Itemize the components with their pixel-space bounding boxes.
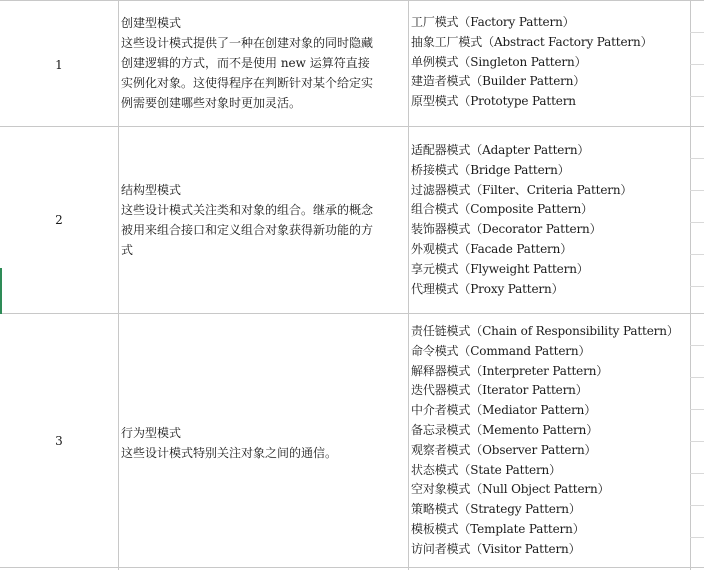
pattern-item: 代理模式（Proxy Pattern） (411, 281, 564, 296)
pattern-item: 桥接模式（Bridge Pattern） (411, 162, 570, 177)
row-divider (0, 126, 704, 127)
pattern-item: 状态模式（State Pattern） (411, 462, 561, 477)
row-divider (0, 567, 704, 568)
pattern-item: 观察者模式（Observer Pattern） (411, 442, 597, 457)
row-divider (690, 190, 704, 191)
row-divider (690, 345, 704, 346)
category-line: 式 (121, 243, 134, 257)
pattern-item: 外观模式（Facade Pattern） (411, 241, 573, 256)
category-line: 被用来组合接口和定义组合对象获得新功能的方 (121, 223, 374, 237)
column-divider (118, 0, 119, 570)
pattern-item: 适配器模式（Adapter Pattern） (411, 143, 590, 157)
row-divider (690, 377, 704, 378)
pattern-item: 抽象工厂模式（Abstract Factory Pattern） (411, 34, 653, 49)
category-cell[interactable] (121, 423, 409, 463)
row-number-cell[interactable]: 3 (55, 434, 63, 448)
category-line: 这些设计模式特别关注对象之间的通信。 (121, 446, 338, 460)
pattern-item: 过滤器模式（Filter、Criteria Pattern） (411, 182, 633, 197)
pattern-item: 装饰器模式（Decorator Pattern） (411, 222, 602, 237)
row-divider (0, 0, 704, 1)
pattern-item: 责任链模式（Chain of Responsibility Pattern） (411, 324, 679, 338)
category-line: 例需要创建哪些对象时更加灵活。 (121, 96, 302, 110)
row-number-cell[interactable]: 1 (55, 58, 63, 72)
row-divider (690, 96, 704, 97)
row-divider (690, 254, 704, 255)
row-divider (690, 409, 704, 410)
row-divider (690, 286, 704, 287)
row-divider (690, 32, 704, 33)
pattern-item: 原型模式（Prototype Pattern (411, 94, 576, 109)
patterns-cell[interactable] (411, 322, 691, 560)
pattern-item: 组合模式（Composite Pattern） (411, 202, 593, 217)
pattern-item: 访问者模式（Visitor Pattern） (411, 541, 581, 556)
pattern-item: 解释器模式（Interpreter Pattern） (411, 363, 609, 378)
pattern-item: 策略模式（Strategy Pattern） (411, 502, 581, 517)
pattern-item: 单例模式（Singleton Pattern） (411, 54, 587, 69)
row-divider (690, 441, 704, 442)
pattern-item: 备忘录模式（Memento Pattern） (411, 422, 599, 437)
category-line: 创建逻辑的方式，而不是使用 new 运算符直接 (121, 56, 370, 70)
row-divider (690, 158, 704, 159)
category-line: 这些设计模式关注类和对象的组合。继承的概念 (121, 203, 374, 217)
pattern-item: 命令模式（Command Pattern） (411, 343, 591, 358)
row-divider (690, 222, 704, 223)
row-divider (690, 64, 704, 65)
pattern-item: 模板模式（Template Pattern） (411, 521, 585, 536)
category-cell[interactable] (121, 13, 409, 113)
pattern-item: 工厂模式（Factory Pattern） (411, 15, 575, 29)
category-line: 实例化对象。这使得程序在判断针对某个给定实 (121, 76, 374, 90)
selection-marker (0, 268, 2, 314)
pattern-item: 享元模式（Flyweight Pattern） (411, 261, 589, 276)
row-divider (690, 537, 704, 538)
pattern-item: 空对象模式（Null Object Pattern） (411, 482, 610, 497)
patterns-cell[interactable] (411, 141, 691, 299)
pattern-item: 中介者模式（Mediator Pattern） (411, 403, 597, 418)
row-divider (690, 505, 704, 506)
row-divider (690, 473, 704, 474)
category-cell[interactable] (121, 180, 409, 260)
patterns-cell[interactable] (411, 13, 691, 112)
category-line: 结构型模式 (121, 183, 182, 197)
category-line: 创建型模式 (121, 16, 182, 30)
row-number-cell[interactable]: 2 (55, 213, 63, 227)
row-divider (0, 313, 704, 314)
pattern-item: 迭代器模式（Iterator Pattern） (411, 383, 588, 398)
category-line: 行为型模式 (121, 426, 182, 440)
pattern-item: 建造者模式（Builder Pattern） (411, 74, 586, 89)
category-line: 这些设计模式提供了一种在创建对象的同时隐藏 (121, 36, 374, 50)
